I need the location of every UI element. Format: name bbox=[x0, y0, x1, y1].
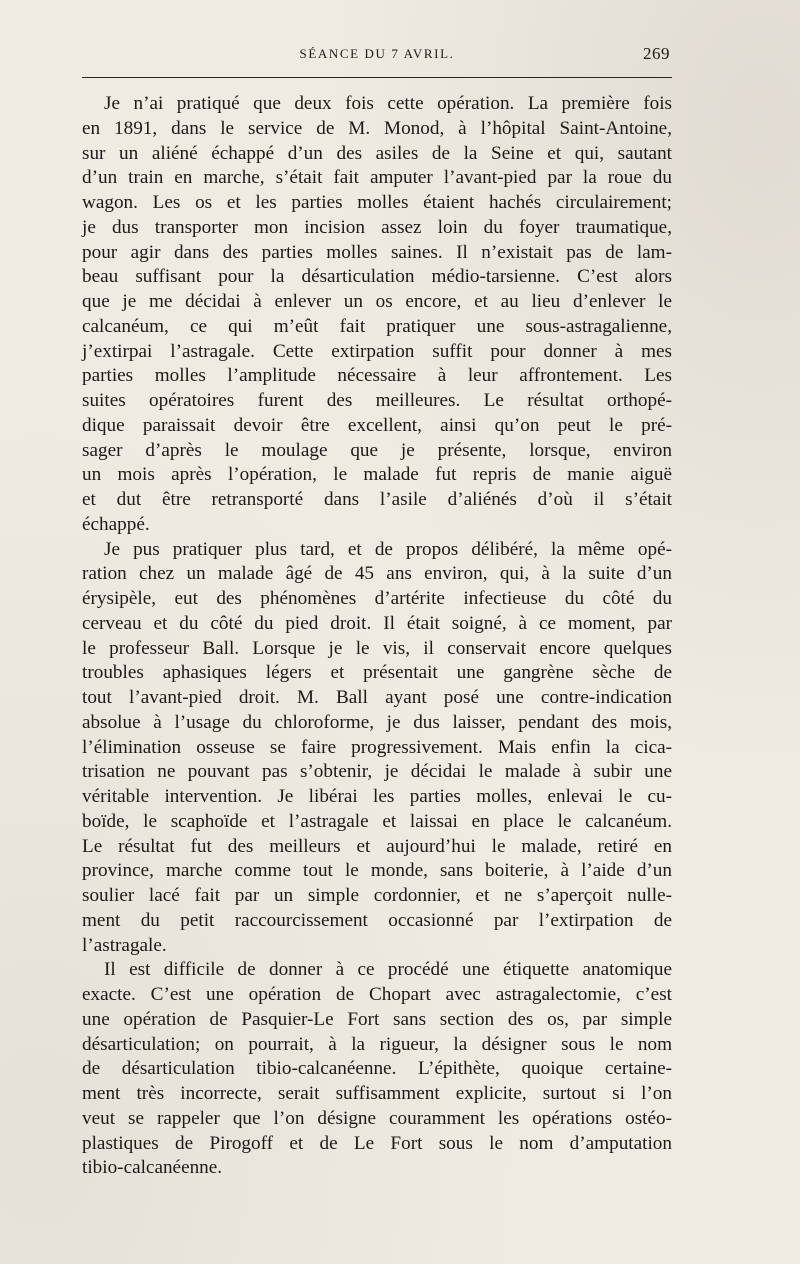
text-line: échappé. bbox=[82, 513, 150, 535]
text-line: tibio-calcanéenne. bbox=[82, 1157, 223, 1179]
text-line: d’un train en marche, s’était fait amputer l’avant-pied par la roue du bbox=[82, 167, 672, 189]
text-line: et dut être retransporté dans l’asile d’aliénés d’où il s’était bbox=[82, 489, 672, 510]
text-line: l’élimination osseuse se faire progressivement. Mais enfin la cica- bbox=[82, 736, 672, 758]
body-text bbox=[82, 92, 672, 1181]
text-line: ment très incorrecte, serait suffisamment explicite, surtout si l’on bbox=[82, 1083, 672, 1104]
text-line: pour agir dans des parties molles saines. Il n’existait pas de lam- bbox=[82, 241, 672, 263]
text-line: dique paraissait devoir être excellent, ainsi qu’on peut le pré- bbox=[82, 414, 672, 436]
text-line: désarticulation; on pourrait, à la rigueur, la désigner sous le nom bbox=[82, 1033, 672, 1055]
text-line: calcanéum, ce qui m’eût fait pratiquer une sous-astragalienne, bbox=[82, 315, 672, 337]
text-line: plastiques de Pirogoff et de Le Fort sous le nom d’amputation bbox=[82, 1132, 672, 1154]
text-line: l’astragale. bbox=[82, 934, 167, 956]
text-line: tout l’avant-pied droit. M. Ball ayant posé une contre-indication bbox=[82, 687, 672, 708]
page-header bbox=[82, 44, 672, 74]
text-line: wagon. Les os et les parties molles étaient hachés circulairement; bbox=[82, 192, 672, 213]
text-line: en 1891, dans le service de M. Monod, à l’hôpital Saint-Antoine, bbox=[82, 117, 672, 139]
text-line: j’extirpai l’astragale. Cette extirpation suffit pour donner à mes bbox=[82, 340, 672, 362]
text-line: je dus transporter mon incision assez loin du foyer traumatique, bbox=[82, 216, 672, 238]
text-line: sager d’après le moulage que je présente, lorsque, environ bbox=[82, 439, 672, 461]
text-line: véritable intervention. Je libérai les parties molles, enlevai le cu- bbox=[82, 786, 672, 807]
text-line: que je me décidai à enlever un os encore, et au lieu d’enlever le bbox=[82, 291, 672, 312]
text-line: cerveau et du côté du pied droit. Il était soigné, à ce moment, par bbox=[82, 612, 672, 634]
text-line: Je n’ai pratiqué que deux fois cette opération. La première fois bbox=[104, 93, 672, 114]
text-line: trisation ne pouvant pas s’obtenir, je décidai le malade à subir une bbox=[82, 761, 672, 783]
text-line: une opération de Pasquier-Le Fort sans section des os, par simple bbox=[82, 1008, 672, 1030]
text-line: Il est difficile de donner à ce procédé une étiquette anatomique bbox=[104, 959, 672, 981]
text-line: parties molles l’amplitude nécessaire à leur affrontement. Les bbox=[82, 365, 672, 387]
text-line: beau suffisant pour la désarticulation médio-tarsienne. C’est alors bbox=[82, 266, 672, 288]
text-line: exacte. C’est une opération de Chopart avec astragalectomie, c’est bbox=[82, 984, 672, 1005]
text-line: érysipèle, eut des phénomènes d’artérite infectieuse du côté du bbox=[82, 588, 672, 609]
header-rule bbox=[82, 77, 672, 78]
text-line: de désarticulation tibio-calcanéenne. L’épithète, quoique certaine- bbox=[82, 1058, 672, 1080]
text-line: le professeur Ball. Lorsque je le vis, il conservait encore quelques bbox=[82, 637, 672, 659]
text-line: soulier lacé fait par un simple cordonnier, et ne s’aperçoit nulle- bbox=[82, 885, 672, 906]
text-line: troubles aphasiques légers et présentait une gangrène sèche de bbox=[82, 662, 672, 684]
text-line: Le résultat fut des meilleurs et aujourd’hui le malade, retiré en bbox=[82, 835, 672, 857]
text-line: suites opératoires furent des meilleures. Le résultat orthopé- bbox=[82, 390, 672, 411]
text-line: province, marche comme tout le monde, sans boiterie, à l’aide d’un bbox=[82, 860, 672, 882]
text-line: veut se rappeler que l’on désigne couramment les opérations ostéo- bbox=[82, 1107, 672, 1129]
text-line: absolue à l’usage du chloroforme, je dus laisser, pendant des mois, bbox=[82, 711, 672, 733]
running-title: SÉANCE DU 7 AVRIL. bbox=[299, 46, 455, 61]
text-line: ment du petit raccourcissement occasionné par l’extirpation de bbox=[82, 909, 672, 931]
text-line: boïde, le scaphoïde et l’astragale et laissai en place le calcanéum. bbox=[82, 810, 672, 832]
text-line: Je pus pratiquer plus tard, et de propos délibéré, la même opé- bbox=[104, 538, 672, 560]
text-line: ration chez un malade âgé de 45 ans environ, qui, à la suite d’un bbox=[82, 563, 672, 585]
text-line: sur un aliéné échappé d’un des asiles de la Seine et qui, sautant bbox=[82, 142, 672, 164]
text-line: un mois après l’opération, le malade fut repris de manie aiguë bbox=[82, 464, 672, 486]
page-number: 269 bbox=[643, 44, 670, 63]
